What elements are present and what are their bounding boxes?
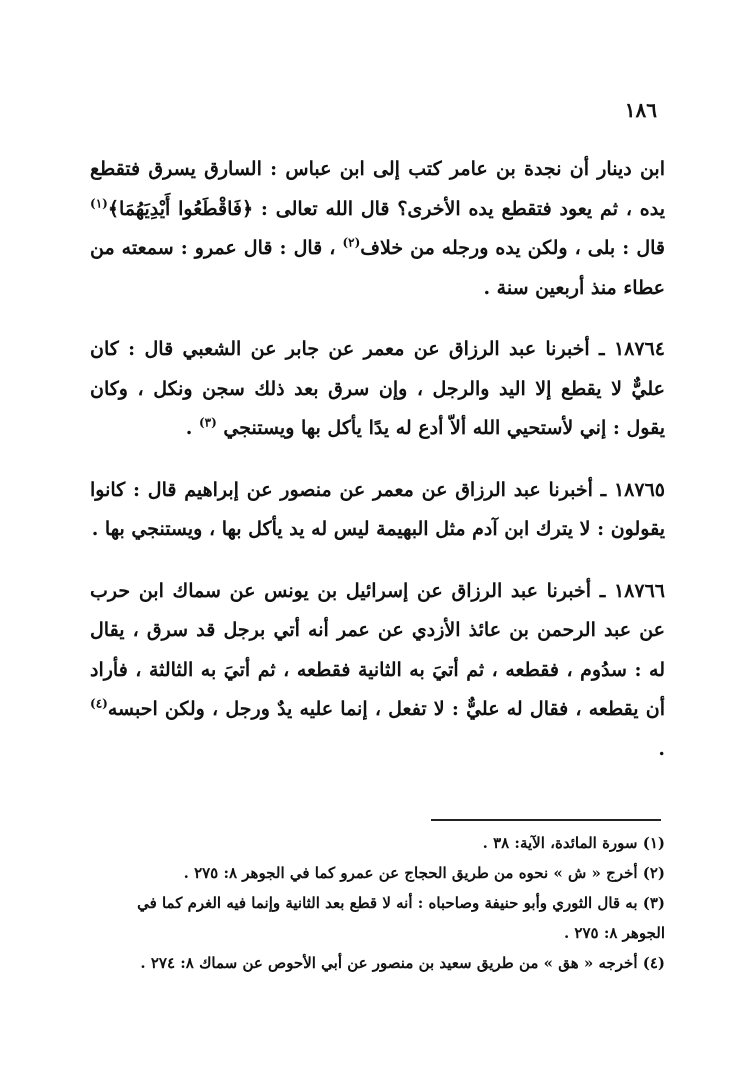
page-number: ١٨٦ [624, 98, 657, 122]
hadith-paragraph-18766 [90, 572, 665, 770]
hadith-text: ـ أخبرنا عبد الرزاق عن معمر عن جابر عن الشعبي قال : كان عليٌّ لا يقطع إلا اليد والرجل ، وإن سرق بعد ذلك سجن ونكل ، وكان يقول : إني لأستحيي الله ألاّ أدع له يدًا يأكل بها ويستنجي [90, 338, 665, 439]
footnote-2: (٢) أخرج « ش » نحوه من طريق الحجاج عن عمرو كما في الجوهر ٨: ٢٧٥ . [183, 864, 665, 882]
hadith-number: ١٨٧٦٥ [613, 478, 665, 501]
footnote-ref-1: (١) [90, 196, 108, 211]
footnote-4: (٤) أخرجه « هق » من طريق سعيد بن منصور عن أبي الأحوص عن سماك ٨: ٢٧٤ . [140, 954, 665, 972]
intro-paragraph [90, 150, 665, 308]
hadith-paragraph-18764 [90, 330, 665, 449]
hadith-number: ١٨٧٦٤ [613, 338, 665, 360]
footnote-ref-2: (٢) [342, 235, 361, 250]
main-text [90, 150, 665, 785]
footnote-divider [431, 819, 661, 821]
intro-text-end: ، قال : قال عمرو : سمعته من عطاء منذ أربعين سنة . [90, 237, 665, 299]
footnotes [92, 828, 665, 978]
footnote-ref-3: (٣) [198, 415, 217, 430]
hadith-paragraph-18765 [90, 471, 665, 550]
hadith-text-end: . [658, 737, 665, 760]
hadith-number: ١٨٧٦٦ [613, 579, 665, 602]
hadith-text-end: . [185, 417, 199, 439]
hadith-text: ـ أخبرنا عبد الرزاق عن إسرائيل بن يونس عن سماك ابن حرب عن عبد الرحمن بن عائذ الأزدي عن عمر أنه أتي برجل قد سرق ، يقال له : سدُوم ، فقطعه ، ثم أتيَ به الثانية فقطعه ، ثم أتيَ به الثالثة ، فأراد أن يقطعه ، فقال له عليٌّ : لا تفعل ، إنما عليه يدٌ ورجل ، ولكن احبسه [90, 579, 665, 720]
hadith-text: ـ أخبرنا عبد الرزاق عن معمر عن منصور عن إبراهيم قال : كانوا يقولون : لا يترك ابن آدم مثل البهيمة ليس له يد يأكل بها ، ويستنجي بها . [90, 478, 665, 540]
footnote-ref-4: (٤) [90, 696, 108, 711]
intro-text: ابن دينار أن نجدة بن عامر كتب إلى ابن عباس : السارق يسرق فتقطع يده ، ثم يعود فتقطع يده الأخرى؟ قال الله تعالى : ﴿فَاقْطَعُوا أَيْدِيَهُمَا﴾ [90, 158, 665, 220]
footnote-3: (٣) به قال الثوري وأبو حنيفة وصاحباه : أنه لا قطع بعد الثانية وإنما فيه الغرم كما في الجوهر ٨: ٢٧٥ . [137, 894, 665, 942]
footnote-1: (١) سورة المائدة، الآية: ٣٨ . [482, 834, 665, 852]
intro-text-cont: قال : بلى ، ولكن يده ورجله من خلاف [360, 237, 665, 259]
